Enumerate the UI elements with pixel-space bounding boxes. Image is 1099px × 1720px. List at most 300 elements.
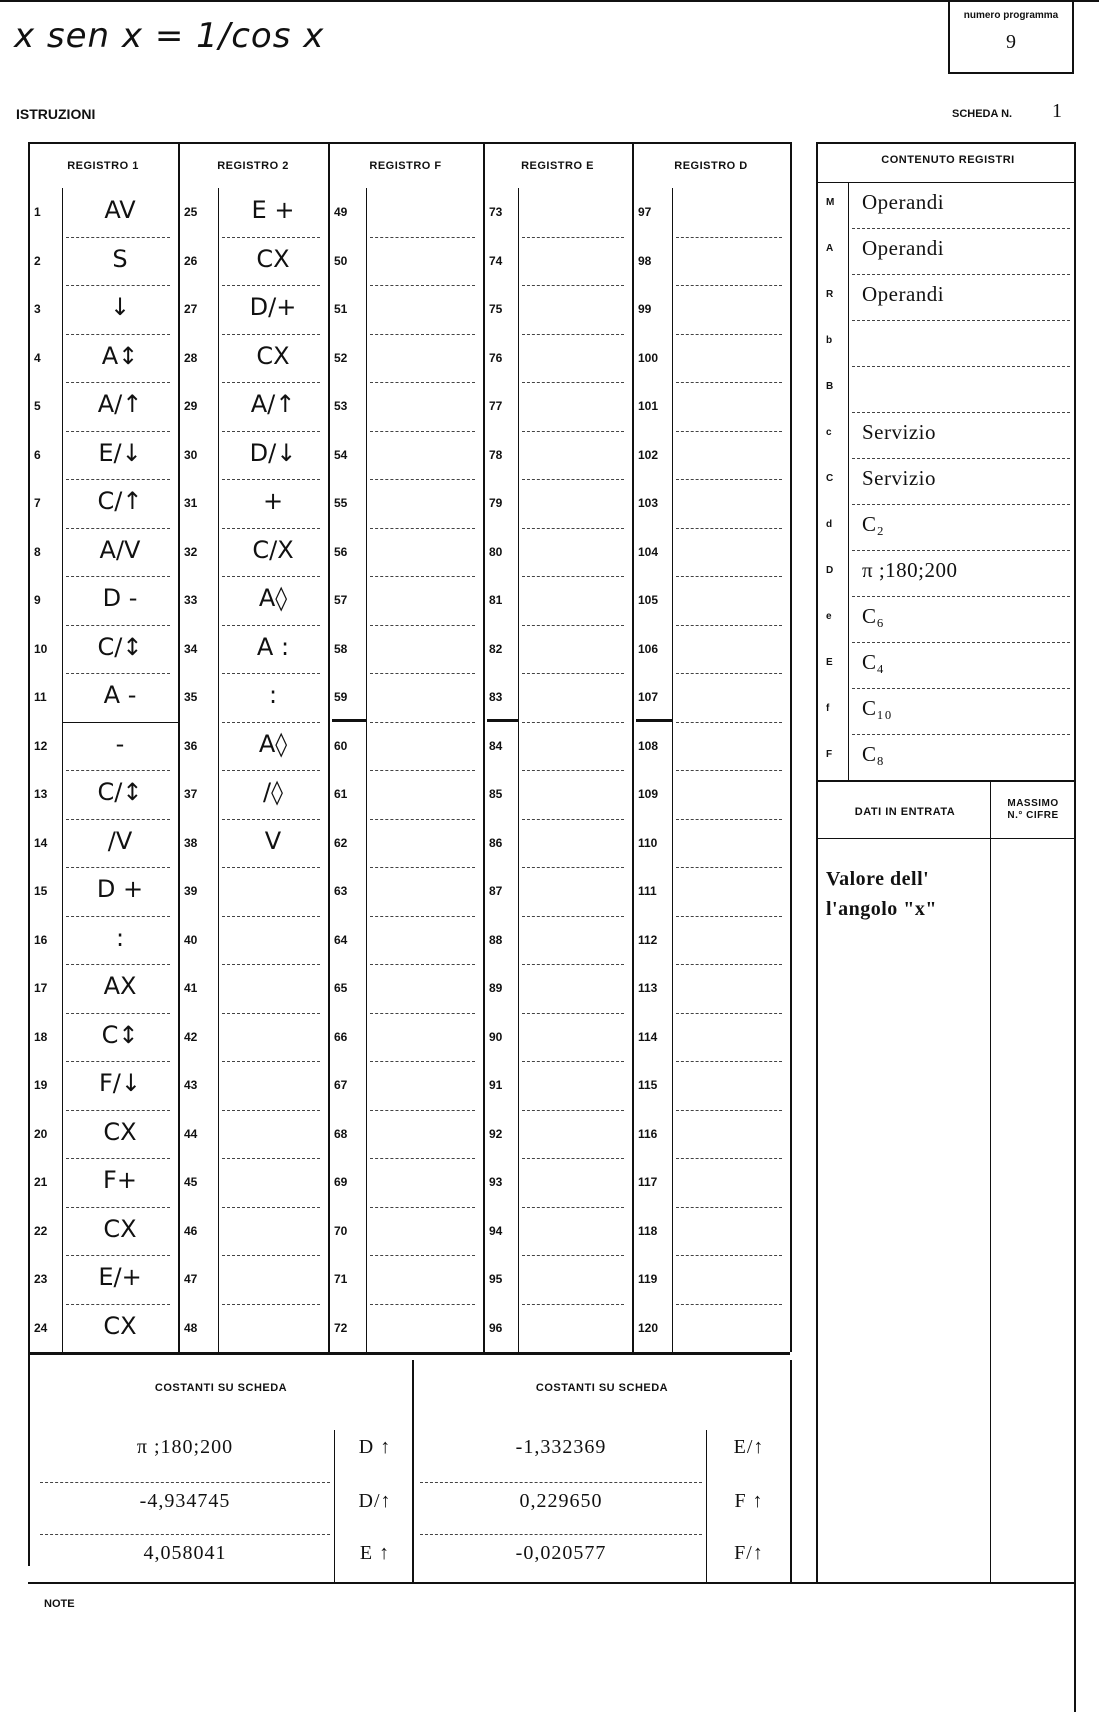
- step-number: 20: [34, 1126, 48, 1141]
- instruction-cell: A↕: [101, 341, 139, 370]
- register-content: Servizio: [862, 466, 936, 490]
- row-separator: [676, 382, 782, 383]
- instruction-cell: A/↑: [97, 390, 143, 419]
- step-number: 6: [34, 447, 41, 462]
- section-separator: [487, 719, 518, 722]
- step-number: 113: [638, 981, 658, 996]
- step-number: 104: [638, 544, 659, 559]
- step-number: 105: [638, 593, 659, 608]
- grid-top-border: [28, 142, 790, 144]
- step-number: 112: [638, 932, 658, 947]
- instruction-cell: D/+: [249, 293, 297, 322]
- step-number: 31: [184, 496, 198, 511]
- panel-top-border: [816, 142, 1076, 144]
- step-number: 109: [638, 787, 659, 802]
- row-separator: [222, 1013, 320, 1014]
- row-separator: [370, 673, 475, 674]
- number-divider: [518, 188, 519, 1352]
- section-separator: [332, 719, 366, 722]
- step-number: 103: [638, 496, 659, 511]
- instruction-cell: +: [262, 487, 284, 516]
- register-content: Servizio: [862, 420, 936, 444]
- step-number: 79: [489, 496, 503, 511]
- register-key: F: [826, 749, 833, 760]
- row-separator: [676, 1061, 782, 1062]
- step-number: 52: [334, 350, 348, 365]
- step-number: 11: [34, 690, 47, 705]
- register-key: E: [826, 657, 833, 668]
- step-number: 10: [34, 641, 48, 656]
- step-number: 16: [34, 932, 48, 947]
- row-separator: [222, 528, 320, 529]
- row-separator: [676, 673, 782, 674]
- instruction-cell: D -: [102, 584, 138, 613]
- program-number: 9: [1006, 31, 1016, 53]
- row-separator: [370, 1110, 475, 1111]
- row-separator: [676, 1304, 782, 1305]
- step-number: 95: [489, 1272, 503, 1287]
- number-divider: [366, 188, 367, 1352]
- row-separator: [66, 1061, 170, 1062]
- step-number: 43: [184, 1078, 198, 1093]
- row-separator: [676, 1158, 782, 1159]
- contenuto-row-separator: [852, 412, 1070, 413]
- register-key: D: [826, 565, 834, 576]
- row-separator: [676, 916, 782, 917]
- constant-register: E ↑: [359, 1542, 391, 1564]
- row-separator: [522, 625, 624, 626]
- step-number: 68: [334, 1126, 348, 1141]
- step-number: 29: [184, 399, 198, 414]
- row-separator: [522, 1158, 624, 1159]
- register-header: REGISTRO E: [521, 160, 594, 172]
- row-separator: [676, 285, 782, 286]
- row-separator: [222, 1061, 320, 1062]
- instruction-cell: E/↓: [98, 438, 142, 467]
- row-separator: [222, 673, 320, 674]
- instruction-cell: C↕: [101, 1020, 139, 1049]
- row-separator: [370, 479, 475, 480]
- step-number: 53: [334, 399, 348, 414]
- step-number: 39: [184, 884, 198, 899]
- constant-value: -0,020577: [515, 1542, 607, 1564]
- row-separator: [66, 673, 170, 674]
- costanti-title-left: COSTANTI SU SCHEDA: [154, 1382, 288, 1394]
- step-number: 23: [34, 1272, 48, 1287]
- step-number: 3: [34, 302, 41, 317]
- contenuto-row-separator: [852, 596, 1070, 597]
- row-separator: [66, 382, 170, 383]
- istruzioni-title: ISTRUZIONI: [16, 106, 96, 122]
- row-separator: [370, 770, 475, 771]
- step-number: 80: [489, 544, 503, 559]
- step-number: 21: [34, 1175, 48, 1190]
- row-separator: [66, 1013, 170, 1014]
- row-separator: [676, 1207, 782, 1208]
- row-separator: [370, 431, 475, 432]
- step-number: 77: [489, 399, 503, 414]
- step-number: 91: [489, 1078, 503, 1093]
- constant-value: π ;180;200: [136, 1436, 234, 1458]
- row-separator: [522, 964, 624, 965]
- row-separator: [66, 237, 170, 238]
- row-separator: [522, 237, 624, 238]
- program-number-box: [948, 0, 1074, 74]
- step-number: 14: [34, 835, 48, 850]
- row-separator: [66, 431, 170, 432]
- row-separator: [522, 867, 624, 868]
- row-separator: [676, 770, 782, 771]
- row-separator: [222, 237, 320, 238]
- row-separator: [676, 1255, 782, 1256]
- instruction-cell: F/↓: [99, 1069, 141, 1098]
- row-separator: [676, 576, 782, 577]
- register-content: C₈: [862, 742, 885, 766]
- row-separator: [66, 1110, 170, 1111]
- row-separator: [522, 770, 624, 771]
- row-separator: [676, 625, 782, 626]
- step-number: 96: [489, 1320, 503, 1335]
- step-number: 2: [34, 253, 41, 268]
- row-separator: [370, 1061, 475, 1062]
- step-number: 75: [489, 302, 503, 317]
- massimo-label: MASSIMO: [1007, 798, 1059, 809]
- step-number: 76: [489, 350, 503, 365]
- panel-right-border: [1074, 142, 1076, 1712]
- row-separator: [676, 479, 782, 480]
- contenuto-title: CONTENUTO REGISTRI: [881, 154, 1015, 166]
- instruction-cell: C/↕: [97, 632, 143, 661]
- step-number: 108: [638, 738, 659, 753]
- register-content: π ;180;200: [862, 558, 958, 582]
- step-number: 33: [184, 593, 198, 608]
- step-number: 45: [184, 1175, 198, 1190]
- step-number: 102: [638, 447, 659, 462]
- row-separator: [222, 479, 320, 480]
- register-content: C₆: [862, 604, 885, 628]
- instruction-cell: :: [115, 923, 125, 952]
- instruction-cell: CX: [103, 1311, 137, 1340]
- constant-register: F/↑: [734, 1542, 764, 1564]
- step-number: 94: [489, 1223, 503, 1238]
- row-separator: [676, 1110, 782, 1111]
- step-number: 49: [334, 205, 348, 220]
- step-number: 98: [638, 253, 652, 268]
- row-separator: [522, 1255, 624, 1256]
- step-number: 55: [334, 496, 348, 511]
- register-key: f: [826, 703, 830, 714]
- instruction-cell: D/↓: [249, 438, 297, 467]
- step-number: 48: [184, 1320, 198, 1335]
- row-separator: [522, 722, 624, 723]
- row-separator: [370, 237, 475, 238]
- row-separator: [66, 625, 170, 626]
- step-number: 36: [184, 738, 198, 753]
- row-separator: [370, 722, 475, 723]
- step-number: 97: [638, 205, 652, 220]
- step-number: 106: [638, 641, 659, 656]
- row-separator: [66, 576, 170, 577]
- instruction-cell: A◊: [258, 584, 288, 613]
- row-separator: [522, 431, 624, 432]
- handwritten-formula: x sen x = 1/cos x: [14, 16, 325, 56]
- row-separator: [66, 819, 170, 820]
- step-number: 19: [34, 1078, 48, 1093]
- step-number: 65: [334, 981, 348, 996]
- step-number: 87: [489, 884, 503, 899]
- step-number: 82: [489, 641, 503, 656]
- register-content: C₄: [862, 650, 885, 674]
- constant-value: -1,332369: [515, 1436, 607, 1458]
- step-number: 71: [334, 1272, 348, 1287]
- row-separator: [522, 1110, 624, 1111]
- column-divider: [178, 142, 180, 1352]
- row-separator: [222, 770, 320, 771]
- step-number: 41: [184, 981, 198, 996]
- row-separator: [522, 382, 624, 383]
- panel-left-border: [816, 142, 818, 1582]
- step-number: 28: [184, 350, 198, 365]
- step-number: 54: [334, 447, 348, 462]
- step-number: 85: [489, 787, 503, 802]
- costanti-row-separator: [420, 1534, 702, 1535]
- register-key: d: [826, 519, 833, 530]
- step-number: 62: [334, 835, 348, 850]
- constant-register: D/↑: [358, 1490, 392, 1512]
- step-number: 63: [334, 884, 348, 899]
- number-divider: [218, 188, 219, 1352]
- costanti-right-border: [790, 1360, 792, 1582]
- row-separator: [676, 819, 782, 820]
- step-number: 15: [34, 884, 48, 899]
- row-separator: [676, 867, 782, 868]
- scheda-label: SCHEDA N.: [952, 108, 1013, 120]
- row-separator: [222, 576, 320, 577]
- step-number: 32: [184, 544, 198, 559]
- step-number: 37: [184, 787, 198, 802]
- row-separator: [370, 576, 475, 577]
- step-number: 44: [184, 1126, 198, 1141]
- instruction-cell: A/↑: [250, 390, 296, 419]
- instruction-cell: AV: [104, 196, 136, 225]
- step-number: 74: [489, 253, 503, 268]
- step-number: 107: [638, 690, 659, 705]
- step-number: 59: [334, 690, 348, 705]
- costanti-left-reg-divider: [334, 1430, 335, 1582]
- instruction-cell: A -: [103, 681, 137, 710]
- instruction-cell: AX: [103, 972, 137, 1001]
- instruction-cell: S: [112, 244, 128, 273]
- instruction-cell: /V: [107, 826, 133, 855]
- instruction-cell: CX: [103, 1214, 137, 1243]
- row-separator: [222, 722, 320, 723]
- contenuto-row-separator: [852, 688, 1070, 689]
- step-number: 100: [638, 350, 659, 365]
- row-separator: [370, 964, 475, 965]
- row-separator: [676, 334, 782, 335]
- row-separator: [66, 479, 170, 480]
- contenuto-row-separator: [852, 734, 1070, 735]
- constant-register: F ↑: [734, 1490, 764, 1512]
- instruction-cell: -: [115, 729, 125, 758]
- step-number: 73: [489, 205, 503, 220]
- register-content: C₂: [862, 512, 885, 536]
- section-separator: [636, 719, 672, 722]
- dati-value-line2: l'angolo "x": [826, 898, 937, 920]
- step-number: 111: [638, 884, 657, 899]
- row-separator: [676, 528, 782, 529]
- dati-column-divider: [990, 782, 991, 1582]
- step-number: 13: [34, 787, 48, 802]
- instruction-cell: CX: [256, 244, 290, 273]
- step-number: 120: [638, 1320, 659, 1335]
- row-separator: [522, 1207, 624, 1208]
- step-number: 5: [34, 399, 41, 414]
- instruction-cell: ↓: [109, 293, 131, 322]
- step-number: 42: [184, 1029, 198, 1044]
- step-number: 56: [334, 544, 348, 559]
- row-separator: [370, 916, 475, 917]
- contenuto-header-line: [816, 182, 1076, 183]
- step-number: 35: [184, 690, 198, 705]
- column-divider: [328, 142, 330, 1352]
- constant-value: -4,934745: [139, 1490, 231, 1512]
- register-key: c: [826, 427, 832, 438]
- step-number: 67: [334, 1078, 348, 1093]
- step-number: 89: [489, 981, 503, 996]
- step-number: 24: [34, 1320, 48, 1335]
- contenuto-row-separator: [852, 320, 1070, 321]
- register-key: C: [826, 473, 834, 484]
- row-separator: [522, 334, 624, 335]
- step-number: 115: [638, 1078, 658, 1093]
- step-number: 58: [334, 641, 348, 656]
- row-separator: [522, 819, 624, 820]
- register-header: REGISTRO D: [674, 160, 748, 172]
- step-number: 84: [489, 738, 503, 753]
- step-number: 50: [334, 253, 348, 268]
- row-separator: [522, 1061, 624, 1062]
- step-number: 114: [638, 1029, 658, 1044]
- dati-value-line1: Valore dell': [826, 868, 930, 890]
- step-number: 117: [638, 1175, 658, 1190]
- instruction-cell: F+: [103, 1166, 137, 1195]
- row-separator: [370, 867, 475, 868]
- step-number: 17: [34, 981, 48, 996]
- step-number: 12: [34, 738, 48, 753]
- costanti-right-reg-divider: [706, 1430, 707, 1582]
- step-number: 25: [184, 205, 198, 220]
- dati-header-line: [816, 838, 1076, 839]
- row-separator: [222, 819, 320, 820]
- step-number: 99: [638, 302, 652, 317]
- step-number: 57: [334, 593, 348, 608]
- step-number: 47: [184, 1272, 198, 1287]
- row-separator: [222, 625, 320, 626]
- contenuto-row-separator: [852, 274, 1070, 275]
- step-number: 101: [638, 399, 659, 414]
- contenuto-row-separator: [852, 228, 1070, 229]
- register-key: A: [826, 243, 834, 254]
- contenuto-bottom-line: [816, 780, 1076, 782]
- step-number: 110: [638, 835, 658, 850]
- register-key: M: [826, 197, 835, 208]
- register-content: Operandi: [862, 282, 945, 306]
- row-separator: [370, 285, 475, 286]
- step-number: 83: [489, 690, 503, 705]
- step-number: 119: [638, 1272, 658, 1287]
- row-separator: [676, 964, 782, 965]
- instruction-cell: C/↑: [97, 487, 143, 516]
- step-number: 4: [34, 350, 41, 365]
- costanti-title-right: COSTANTI SU SCHEDA: [535, 1382, 669, 1394]
- contenuto-key-divider: [848, 182, 849, 780]
- register-header: REGISTRO 1: [67, 160, 139, 172]
- instruction-cell: A/V: [99, 535, 141, 564]
- step-number: 92: [489, 1126, 503, 1141]
- row-separator: [522, 1013, 624, 1014]
- row-separator: [522, 916, 624, 917]
- row-separator: [370, 819, 475, 820]
- step-number: 18: [34, 1029, 48, 1044]
- row-separator: [66, 285, 170, 286]
- instruction-cell: CX: [103, 1117, 137, 1146]
- row-separator: [370, 382, 475, 383]
- row-separator: [676, 722, 782, 723]
- program-label: numero programma: [963, 10, 1059, 21]
- instruction-cell: /◊: [263, 778, 283, 807]
- step-number: 27: [184, 302, 198, 317]
- row-separator: [222, 1110, 320, 1111]
- row-separator: [66, 1207, 170, 1208]
- row-separator: [370, 625, 475, 626]
- row-separator: [222, 382, 320, 383]
- costanti-row-separator: [420, 1482, 702, 1483]
- row-separator: [222, 431, 320, 432]
- instruction-cell: CX: [256, 341, 290, 370]
- step-number: 46: [184, 1223, 198, 1238]
- row-separator: [370, 1304, 475, 1305]
- register-key: e: [826, 611, 832, 622]
- row-separator: [522, 1304, 624, 1305]
- instruction-cell: C/↕: [97, 778, 143, 807]
- column-divider: [790, 142, 792, 1352]
- row-separator: [222, 964, 320, 965]
- row-separator: [370, 1207, 475, 1208]
- step-number: 9: [34, 593, 41, 608]
- costanti-row-separator: [40, 1534, 330, 1535]
- step-number: 61: [334, 787, 348, 802]
- row-separator: [66, 770, 170, 771]
- instruction-cell: D +: [96, 875, 144, 904]
- register-content: Operandi: [862, 236, 945, 260]
- row-separator: [66, 334, 170, 335]
- step-number: 78: [489, 447, 503, 462]
- cifre-label: N.° CIFRE: [1007, 810, 1059, 821]
- step-number: 22: [34, 1223, 48, 1238]
- row-separator: [370, 334, 475, 335]
- contenuto-row-separator: [852, 366, 1070, 367]
- row-separator: [370, 1013, 475, 1014]
- row-separator: [370, 1158, 475, 1159]
- step-number: 1: [34, 205, 41, 220]
- row-separator: [370, 1255, 475, 1256]
- row-separator: [676, 237, 782, 238]
- instruction-cell: :: [268, 681, 278, 710]
- step-number: 40: [184, 932, 198, 947]
- step-number: 26: [184, 253, 198, 268]
- instruction-cell: A :: [256, 632, 290, 661]
